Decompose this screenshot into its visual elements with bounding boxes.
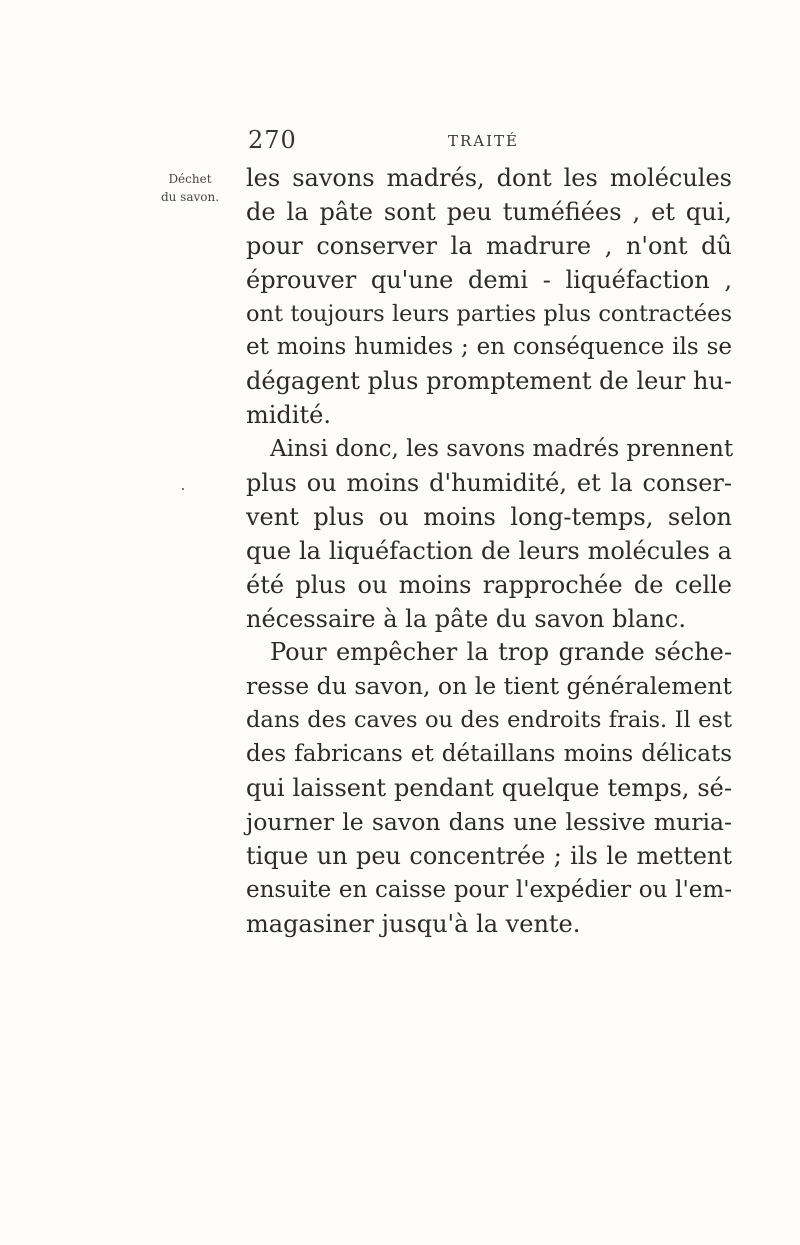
text-line: magasiner jusqu'à la vente. [246, 909, 581, 938]
paragraph [246, 636, 732, 941]
text-line: dans des caves ou des endroits frais. Il est [246, 707, 732, 734]
text-line: et moins humides ; en conséquence ils se [246, 334, 732, 361]
page-number: 270 [248, 126, 297, 154]
text-line: resse du savon, on le tient généralement [246, 672, 732, 701]
text-line: de la pâte sont peu tuméfiées , et qui, [246, 197, 732, 226]
text-line: vent plus ou moins long-temps, selon [246, 502, 732, 531]
text-line: Ainsi donc, les savons madrés prennent [270, 436, 734, 463]
paragraph [246, 433, 732, 636]
paragraph [246, 162, 732, 433]
margin-note-line: Déchet [168, 172, 212, 186]
text-line: éprouver qu'une demi - liquéfaction , [246, 265, 732, 294]
text-line: nécessaire à la pâte du savon blanc. [246, 604, 686, 633]
text-line: ont toujours leurs parties plus contractées [246, 300, 732, 327]
page-header [248, 126, 548, 152]
text-line: les savons madrés, dont les molécules [246, 164, 732, 192]
text-line: que la liquéfaction de leurs molécules a [246, 536, 732, 565]
text-line: été plus ou moins rapprochée de celle [246, 570, 732, 599]
margin-note-line: du savon. [160, 190, 220, 204]
margin-note [150, 170, 230, 206]
text-line: plus ou moins d'humidité, et la conser- [246, 469, 732, 498]
body-text [246, 162, 732, 941]
ink-speck [182, 488, 184, 490]
text-line: Pour empêcher la trop grande séche- [270, 638, 732, 667]
text-line: midité. [246, 401, 331, 430]
text-line: journer le savon dans une lessive muria- [246, 807, 732, 836]
text-line: pour conserver la madrure , n'ont dû [246, 231, 732, 260]
text-line: dégagent plus promptement de leur hu- [246, 367, 732, 396]
text-line: ensuite en caisse pour l'expédier ou l'em- [246, 876, 732, 903]
text-line: tique un peu concentrée ; ils le mettent [246, 841, 732, 870]
text-line: des fabricans et détaillans moins délicats [246, 741, 732, 768]
running-title: TRAITÉ [448, 132, 520, 150]
text-line: qui laissent pendant quelque temps, sé- [246, 774, 732, 803]
